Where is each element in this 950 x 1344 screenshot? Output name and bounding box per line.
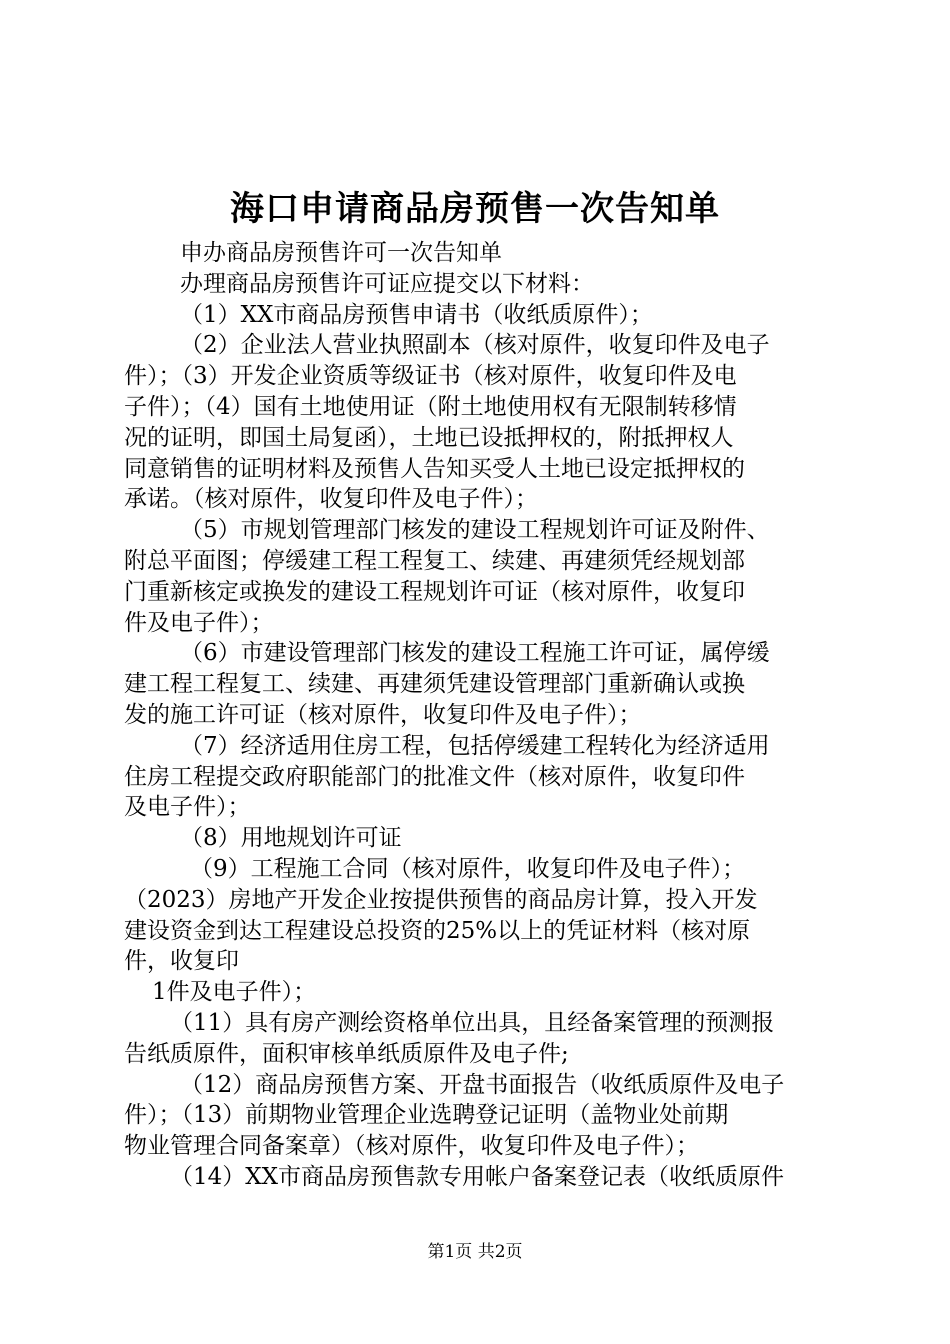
body-line: （12）商品房预售方案、开盘书面报告（收纸质原件及电子 (180, 1071, 785, 1098)
body-line: 告纸质原件，面积审核单纸质原件及电子件; (124, 1040, 569, 1067)
body-line: 办理商品房预售许可证应提交以下材料： (180, 270, 594, 297)
body-line: （11）具有房产测绘资格单位出具，且经备案管理的预测报 (170, 1009, 775, 1036)
body-line: 物业管理合同备案章）（核对原件，收复印件及电子件）； (124, 1133, 699, 1160)
body-line: 附总平面图；停缓建工程工程复工、续建、再建须凭经规划部 (124, 547, 745, 574)
body-line: 件）；（13）前期物业管理企业选聘登记证明（盖物业处前期 (124, 1102, 729, 1129)
body-line: （1）XX市商品房预售申请书（收纸质原件）； (180, 301, 653, 328)
body-line: 承诺。（核对原件，收复印件及电子件）； (124, 486, 538, 513)
body-line: （6）市建设管理部门核发的建设工程施工许可证，属停缓 (180, 640, 770, 667)
page-footer: 第1页 共2页 (427, 1242, 523, 1262)
body-line: （2）企业法人营业执照副本（核对原件，收复印件及电子 (180, 332, 770, 359)
body-line: （2023）房地产开发企业按提供预售的商品房计算，投入开发 (124, 886, 758, 913)
body-line: 件，收复印 (124, 948, 239, 975)
body-line: （8）用地规划许可证 (180, 825, 402, 852)
document-body (124, 238, 844, 1193)
body-line: （7）经济适用住房工程，包括停缓建工程转化为经济适用 (180, 732, 770, 759)
body-line: （5）市规划管理部门核发的建设工程规划许可证及附件、 (180, 517, 770, 544)
body-line: 发的施工许可证（核对原件，收复印件及电子件）； (124, 701, 642, 728)
body-line: 申办商品房预售许可一次告知单 (180, 240, 502, 266)
body-line: 门重新核定或换发的建设工程规划许可证（核对原件，收复印 (124, 578, 745, 605)
body-line: 及电子件）； (124, 794, 251, 821)
body-line: 1件及电子件）； (152, 979, 317, 1006)
body-line: 况的证明，即国土局复函），土地已设抵押权的，附抵押权人 (124, 424, 734, 451)
body-line: （14）XX市商品房预售款专用帐户备案登记表（收纸质原件 (170, 1163, 785, 1190)
body-line: 建工程工程复工、续建、再建须凭建设管理部门重新确认或换 (124, 671, 745, 698)
body-line: 件及电子件）； (124, 609, 274, 636)
body-line: （9）工程施工合同（核对原件，收复印件及电子件）； (190, 855, 746, 882)
body-line: 住房工程提交政府职能部门的批准文件（核对原件，收复印件 (124, 763, 745, 790)
body-line: 子件）；（4）国有土地使用证（附土地使用权有无限制转移情 (124, 393, 737, 420)
document-title: 海口申请商品房预售一次告知单 (230, 189, 720, 229)
body-line: 建设资金到达工程建设总投资的25%以上的凭证材料（核对原 (124, 917, 751, 944)
body-line: 同意销售的证明材料及预售人告知买受人土地已设定抵押权的 (124, 455, 745, 482)
body-line: 件）；（3）开发企业资质等级证书（核对原件，收复印件及电 (124, 363, 737, 390)
